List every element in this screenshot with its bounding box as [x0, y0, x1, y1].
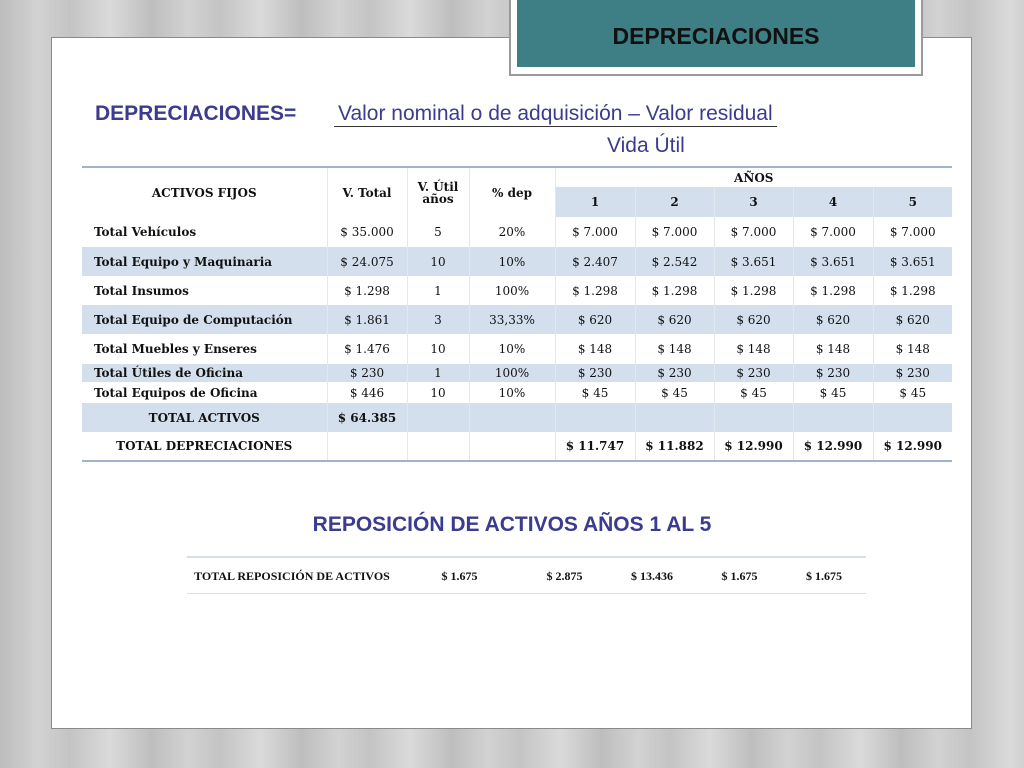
table-row: [82, 334, 952, 364]
row-v-total: $ 1.298: [327, 276, 407, 305]
row-year-value: $ 148: [555, 334, 635, 364]
row-year-value: $ 45: [714, 382, 793, 403]
row-year-value: $ 2.542: [635, 247, 714, 276]
row-year-value: $ 7.000: [555, 217, 635, 247]
total-dep-year: $ 12.990: [793, 432, 873, 461]
row-year-value: $ 620: [555, 305, 635, 334]
reposicion-value: $ 2.875: [546, 568, 583, 583]
empty-cell: [407, 432, 469, 461]
slide-title: DEPRECIACIONES: [517, 0, 915, 67]
row-label: Total Equipo y Maquinaria: [82, 247, 327, 276]
depreciation-table: [82, 166, 952, 462]
formula-numerator: Valor nominal o de adquisición – Valor residual: [334, 102, 777, 127]
total-depreciaciones-label: TOTAL DEPRECIACIONES: [82, 432, 327, 461]
row-year-value: $ 7.000: [714, 217, 793, 247]
row-v-total: $ 230: [327, 364, 407, 382]
header-pct-dep: % dep: [469, 167, 555, 217]
row-year-value: $ 620: [793, 305, 873, 334]
row-year-value: $ 1.298: [793, 276, 873, 305]
row-year-value: $ 230: [635, 364, 714, 382]
row-year-value: $ 7.000: [889, 225, 936, 239]
row-year-value: $ 230: [555, 364, 635, 382]
row-v-util: 1: [407, 364, 469, 382]
reposicion-value: $ 1.675: [721, 568, 758, 583]
row-year-value: $ 1.298: [555, 276, 635, 305]
total-dep-year: $ 12.990: [873, 432, 952, 461]
row-v-total: $ 1.476: [327, 334, 407, 364]
row-v-util: 10: [407, 334, 469, 364]
row-year-value: $ 45: [899, 385, 927, 400]
title-box: [509, 0, 923, 76]
header-anios: AÑOS: [555, 167, 952, 187]
header-year: 3: [714, 187, 793, 217]
row-pct-dep: 10%: [469, 334, 555, 364]
row-v-util: 1: [407, 276, 469, 305]
row-v-util: 10: [407, 247, 469, 276]
row-year-value: $ 1.298: [714, 276, 793, 305]
row-label: Total Muebles y Enseres: [82, 334, 327, 364]
row-label: Total Equipo de Computación: [82, 305, 327, 334]
reposicion-title: REPOSICIÓN DE ACTIVOS AÑOS 1 AL 5: [312, 513, 712, 536]
header-year: 5: [873, 187, 952, 217]
empty-cell: [407, 403, 469, 432]
total-activos-row: [82, 403, 952, 432]
row-year-value: $ 148: [635, 334, 714, 364]
row-year-value: $ 45: [555, 382, 635, 403]
formula-lhs: DEPRECIACIONES=: [95, 102, 297, 125]
row-year-value: $ 3.651: [714, 247, 793, 276]
empty-cell: [469, 403, 555, 432]
reposicion-label: TOTAL REPOSICIÓN DE ACTIVOS: [194, 568, 390, 583]
total-depreciaciones-row: [82, 432, 952, 461]
empty-cell: [327, 432, 407, 461]
formula-denominator: Vida Útil: [607, 134, 685, 157]
row-pct-dep: 33,33%: [469, 305, 555, 334]
depreciation-formula: [95, 102, 935, 157]
table-row: [82, 382, 952, 403]
row-v-util: 3: [407, 305, 469, 334]
header-year: 4: [793, 187, 873, 217]
table-row: [82, 276, 952, 305]
row-year-value: $ 3.651: [793, 247, 873, 276]
row-year-value: $ 7.000: [793, 217, 873, 247]
row-year-value: $ 620: [873, 305, 952, 334]
row-year-value: $ 230: [714, 364, 793, 382]
empty-cell: [873, 403, 952, 432]
row-pct-dep: 100%: [469, 276, 555, 305]
row-pct-dep: 10%: [469, 247, 555, 276]
header-v-util: V. Útil años: [407, 167, 469, 217]
row-year-value: $ 230: [793, 364, 873, 382]
row-year-value: $ 148: [714, 334, 793, 364]
empty-cell: [555, 403, 635, 432]
row-year-value: $ 3.651: [873, 247, 952, 276]
row-v-util: 10: [407, 382, 469, 403]
table-row: [82, 364, 952, 382]
row-pct-dep: 100%: [469, 364, 555, 382]
row-v-total: $ 1.861: [327, 305, 407, 334]
empty-cell: [635, 403, 714, 432]
header-row: [82, 167, 952, 187]
empty-cell: [714, 403, 793, 432]
row-label: Total Útiles de Oficina: [82, 364, 327, 382]
row-year-value: $ 2.407: [555, 247, 635, 276]
row-year-value: $ 230: [873, 364, 952, 382]
row-v-total: $ 446: [327, 382, 407, 403]
total-dep-year: $ 12.990: [714, 432, 793, 461]
total-activos-value: $ 64.385: [327, 403, 407, 432]
row-label: Total Insumos: [82, 276, 327, 305]
table-row: [82, 217, 952, 247]
row-label: Total Vehículos: [82, 217, 327, 247]
empty-cell: [793, 403, 873, 432]
row-pct-dep: 20%: [469, 217, 555, 247]
row-year-value: $ 148: [793, 334, 873, 364]
row-v-total: $ 35.000: [327, 217, 407, 247]
row-year-value: $ 1.298: [889, 283, 936, 298]
header-year: 1: [555, 187, 635, 217]
total-activos-label: TOTAL ACTIVOS: [82, 403, 327, 432]
header-v-total: V. Total: [327, 167, 407, 217]
row-year-value: $ 148: [895, 342, 930, 356]
total-dep-year: $ 11.747: [555, 432, 635, 461]
header-year: 2: [635, 187, 714, 217]
row-v-util: 5: [407, 217, 469, 247]
total-dep-year: $ 11.882: [635, 432, 714, 461]
reposicion-value: $ 13.436: [631, 568, 673, 583]
empty-cell: [469, 432, 555, 461]
row-v-total: $ 24.075: [327, 247, 407, 276]
table-row: [82, 305, 952, 334]
row-pct-dep: 10%: [469, 382, 555, 403]
table-row: [82, 247, 952, 276]
row-year-value: $ 1.298: [635, 276, 714, 305]
reposicion-value: $ 1.675: [441, 568, 478, 583]
row-label: Total Equipos de Oficina: [82, 382, 327, 403]
row-year-value: $ 620: [714, 305, 793, 334]
row-year-value: $ 45: [635, 382, 714, 403]
reposicion-row: [187, 557, 866, 594]
header-activos-fijos: ACTIVOS FIJOS: [82, 167, 327, 217]
reposicion-table: [187, 556, 866, 594]
row-year-value: $ 620: [635, 305, 714, 334]
reposicion-value: $ 1.675: [806, 568, 842, 583]
row-year-value: $ 45: [793, 382, 873, 403]
row-year-value: $ 7.000: [635, 217, 714, 247]
